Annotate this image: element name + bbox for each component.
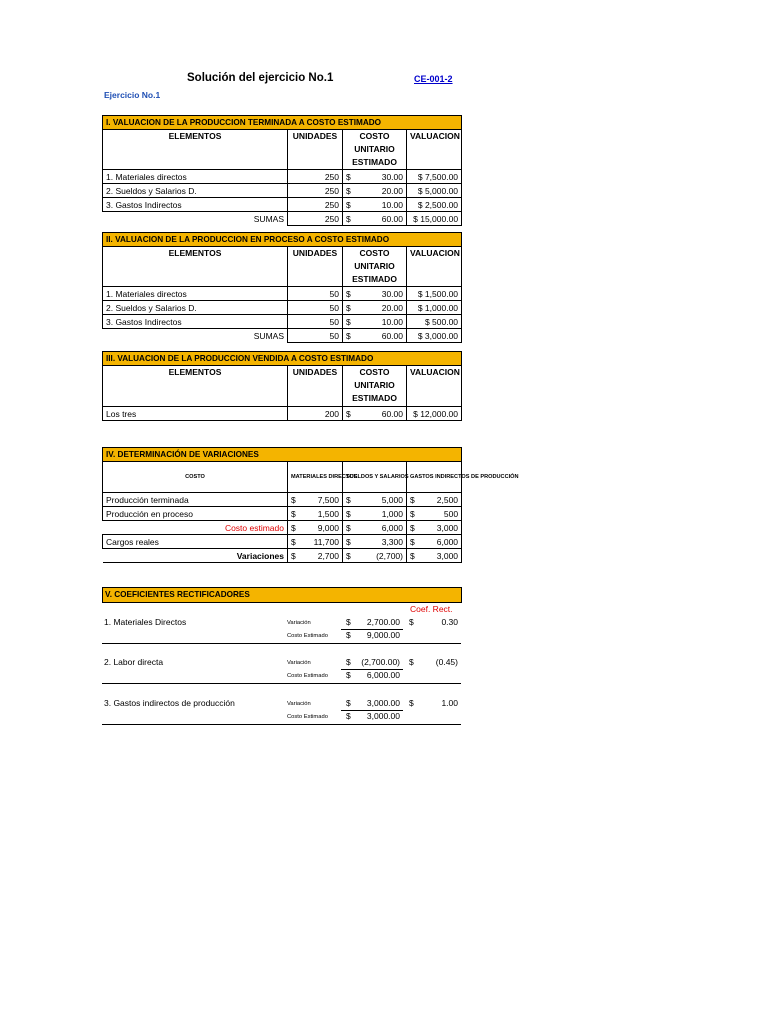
section-2-table (102, 232, 462, 343)
row-gastos: $ 500 (407, 507, 462, 521)
sumas-valuacion: $ 3,000.00 (407, 329, 462, 343)
col-valuacion: VALUACION (407, 247, 462, 287)
page-title: Solución del ejercicio No.1 (187, 72, 334, 84)
table-row (103, 170, 462, 184)
row-label: Los tres (103, 407, 288, 421)
section-2-title: II. VALUACION DE LA PRODUCCION EN PROCESO A COSTO ESTIMADO (103, 233, 462, 247)
row-label: 1. Materiales directos (103, 170, 288, 184)
variacion-label: Variación (287, 620, 311, 626)
table-row (103, 507, 462, 521)
col-unidades: UNIDADES (288, 366, 343, 407)
row-label: 3. Gastos Indirectos (103, 198, 288, 212)
divider (102, 683, 461, 684)
variaciones-row (103, 549, 462, 563)
reales-row (103, 535, 462, 549)
variacion-value: (2,700.00) (361, 657, 400, 667)
divider (102, 643, 461, 644)
row-unidades: 50 (288, 287, 343, 301)
section-4-table (102, 447, 519, 563)
costo-estimado-label: Costo estimado (224, 522, 284, 533)
col-elementos: ELEMENTOS (103, 366, 288, 407)
estimado-value: 6,000.00 (366, 670, 400, 680)
estimado-value: 9,000.00 (366, 630, 400, 640)
row-gastos: $ 2,500 (407, 493, 462, 507)
row-valuacion: $ 5,000.00 (407, 184, 462, 198)
dollar-sign: $ (346, 657, 351, 667)
variacion-value: 3,000.00 (366, 698, 400, 708)
coef-value: 1.00 (441, 698, 458, 708)
col-unidades: UNIDADES (288, 247, 343, 287)
coef-item-label: 3. Gastos indirectos de producción (104, 698, 235, 708)
table-row (103, 301, 462, 315)
row-label: Producción terminada (103, 493, 288, 507)
row-gastos: $ 3,000 (407, 521, 462, 535)
col-costo-unitario: COSTO UNITARIO ESTIMADO (343, 366, 407, 407)
row-materiales: $ 2,700 (288, 549, 343, 563)
sumas-unidades: 50 (288, 329, 343, 343)
dollar-sign: $ (346, 711, 351, 721)
row-valuacion: $ 500.00 (407, 315, 462, 329)
row-costo: $ 30.00 (343, 170, 407, 184)
dollar-sign: $ (409, 698, 414, 708)
variacion-value: 2,700.00 (366, 617, 400, 627)
variacion-label: Variación (287, 660, 311, 666)
section-3-title: III. VALUACION DE LA PRODUCCION VENDIDA A COSTO ESTIMADO (103, 352, 462, 366)
sumas-label: SUMAS (253, 330, 284, 341)
row-sueldos: $ 3,300 (343, 535, 407, 549)
row-unidades: 50 (288, 315, 343, 329)
col-elementos: ELEMENTOS (103, 130, 288, 170)
costo-estimado-label: Costo Estimado (287, 673, 328, 679)
col-valuacion: VALUACION (407, 366, 462, 407)
col-gastos-indirectos: GASTOS INDIRECTOS DE PRODUCCIÓN (407, 462, 462, 493)
divider (102, 724, 461, 725)
row-unidades: 250 (288, 198, 343, 212)
costo-estimado-label: Costo Estimado (287, 633, 328, 639)
row-sueldos: $ (2,700) (343, 549, 407, 563)
coef-item-label: 2. Labor directa (104, 657, 164, 667)
row-materiales: $ 9,000 (288, 521, 343, 535)
sumas-row (103, 329, 462, 343)
section-5-title: V. COEFICIENTES RECTIFICADORES (102, 587, 462, 603)
dollar-sign: $ (346, 630, 351, 640)
row-gastos: $ 3,000 (407, 549, 462, 563)
coef-value: (0.45) (435, 657, 458, 667)
cargos-reales-label: Cargos reales (103, 535, 288, 549)
row-valuacion: $ 1,500.00 (407, 287, 462, 301)
row-label: 3. Gastos Indirectos (103, 315, 288, 329)
coef-item-label: 1. Materiales Directos (104, 617, 187, 627)
section-1-table (102, 115, 462, 226)
sumas-costo: $ 60.00 (343, 329, 407, 343)
sumas-valuacion: $ 15,000.00 (407, 212, 462, 226)
dollar-sign: $ (409, 617, 414, 627)
costo-estimado-label: Costo Estimado (287, 714, 328, 720)
row-materiales: $ 7,500 (288, 493, 343, 507)
col-unidades: UNIDADES (288, 130, 343, 170)
row-gastos: $ 6,000 (407, 535, 462, 549)
document-code-link[interactable]: CE-001-2 (414, 74, 453, 84)
dollar-sign: $ (409, 657, 414, 667)
variacion-label: Variación (287, 701, 311, 707)
section-4-title: IV. DETERMINACIÓN DE VARIACIONES (103, 448, 462, 462)
row-label: Producción en proceso (103, 507, 288, 521)
dollar-sign: $ (346, 617, 351, 627)
col-costo: COSTO (103, 462, 288, 493)
row-costo: $ 10.00 (343, 315, 407, 329)
row-unidades: 200 (288, 407, 343, 421)
col-costo-unitario: COSTO UNITARIO ESTIMADO (343, 130, 407, 170)
sumas-unidades: 250 (288, 212, 343, 226)
col-costo-unitario: COSTO UNITARIO ESTIMADO (343, 247, 407, 287)
estimado-value: 3,000.00 (366, 711, 400, 721)
row-sueldos: $ 6,000 (343, 521, 407, 535)
row-materiales: $ 1,500 (288, 507, 343, 521)
row-label: 1. Materiales directos (103, 287, 288, 301)
coef-value: 0.30 (441, 617, 458, 627)
sumas-costo: $ 60.00 (343, 212, 407, 226)
row-costo: $ 60.00 (343, 407, 407, 421)
row-sueldos: $ 5,000 (343, 493, 407, 507)
row-sueldos: $ 1,000 (343, 507, 407, 521)
row-costo: $ 20.00 (343, 184, 407, 198)
row-costo: $ 10.00 (343, 198, 407, 212)
col-elementos: ELEMENTOS (103, 247, 288, 287)
row-unidades: 50 (288, 301, 343, 315)
table-row (103, 198, 462, 212)
col-sueldos-salarios: SUELDOS Y SALARIOS (343, 462, 407, 493)
variaciones-label: Variaciones (103, 549, 288, 563)
table-row (103, 493, 462, 507)
row-label: 2. Sueldos y Salarios D. (103, 301, 288, 315)
sumas-label: SUMAS (253, 213, 284, 224)
section-3-table (102, 351, 462, 421)
row-label: 2. Sueldos y Salarios D. (103, 184, 288, 198)
row-costo: $ 20.00 (343, 301, 407, 315)
col-materiales-directos: MATERIALES DIRECTOS (288, 462, 343, 493)
row-costo: $ 30.00 (343, 287, 407, 301)
row-unidades: 250 (288, 184, 343, 198)
exercise-label: Ejercicio No.1 (104, 90, 161, 100)
col-valuacion: VALUACION (407, 130, 462, 170)
dollar-sign: $ (346, 698, 351, 708)
section-1-title: I. VALUACION DE LA PRODUCCION TERMINADA A COSTO ESTIMADO (103, 116, 462, 130)
coef-rect-header: Coef. Rect. (410, 604, 453, 614)
table-row (103, 407, 462, 421)
table-row (103, 287, 462, 301)
table-row (103, 315, 462, 329)
row-valuacion: $ 1,000.00 (407, 301, 462, 315)
sumas-row (103, 212, 462, 226)
row-valuacion: $ 12,000.00 (407, 407, 462, 421)
row-valuacion: $ 7,500.00 (407, 170, 462, 184)
estimado-row (103, 521, 462, 535)
dollar-sign: $ (346, 670, 351, 680)
row-valuacion: $ 2,500.00 (407, 198, 462, 212)
row-unidades: 250 (288, 170, 343, 184)
table-row (103, 184, 462, 198)
row-materiales: $ 11,700 (288, 535, 343, 549)
